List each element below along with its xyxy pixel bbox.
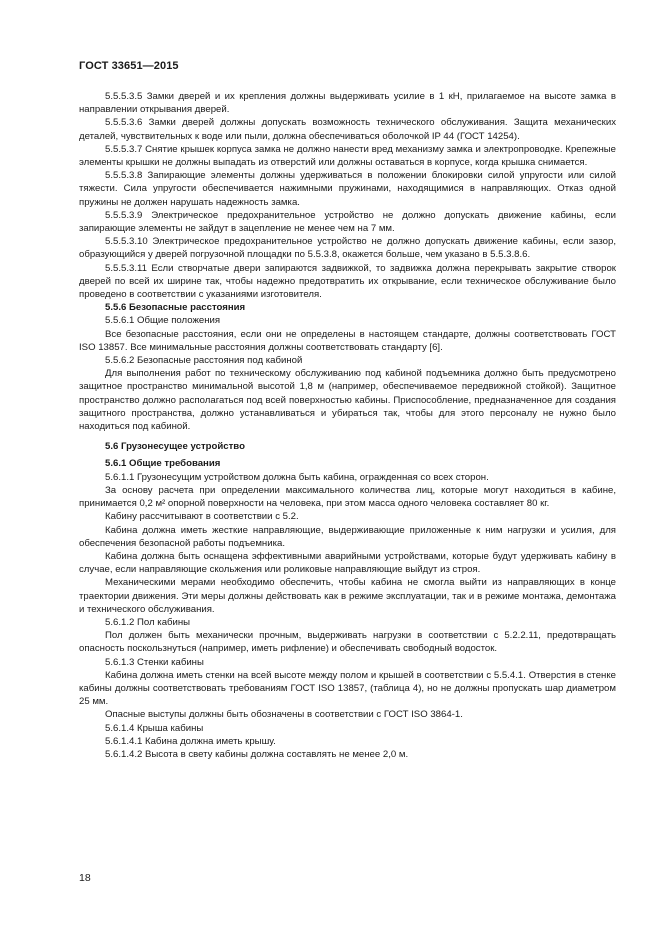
paragraph: 5.5.5.3.5 Замки дверей и их крепления должны выдерживать усилие в 1 кН, прилагаемое на высоте замка в направлении открывания дверей. <box>79 91 616 116</box>
paragraph: 5.5.5.3.6 Замки дверей должны допускать возможность технического обслуживания. Защита механических деталей, чувствительных к воде или пыли, должна обеспечиваться оболочкой IP 44 (ГОСТ 14254). <box>79 117 616 142</box>
paragraph: Кабину рассчитывают в соответствии с 5.2. <box>105 511 299 523</box>
paragraph: Кабина должна иметь жесткие направляющие, выдерживающие приложенные к ним нагрузки и усилия, для обеспечения безопасной работы подъемника. <box>79 524 616 549</box>
subsection-title: 5.6.1.3 Стенки кабины <box>105 656 204 668</box>
document-header: ГОСТ 33651—2015 <box>79 60 179 72</box>
paragraph: Кабина должна иметь стенки на всей высоте между полом и крышей в соответствии с 5.5.4.1. Отверстия в стенке кабины должны соответствовать требованиям ГОСТ ISO 13857, (таблица 4), но не должны пропускать шар диаметром 25 мм. <box>79 669 616 708</box>
paragraph: 5.5.5.3.7 Снятие крышек корпуса замка не должно нанести вред механизму замка и электропроводке. Крепежные элементы крышки не должны выпадать из отверстий или должны оставаться в корпусе, когда крышка снимается. <box>79 143 616 169</box>
section-heading: 5.6.1 Общие требования <box>105 458 221 470</box>
subsection-title: 5.6.1.2 Пол кабины <box>105 616 191 628</box>
subsection-title: 5.5.6.2 Безопасные расстояния под кабиной <box>105 355 303 367</box>
paragraph: Опасные выступы должны быть обозначены в соответствии с ГОСТ ISO 3864-1. <box>105 709 463 721</box>
paragraph: 5.6.1.4.1 Кабина должна иметь крышу. <box>105 735 276 747</box>
subsection-title: 5.6.1.4 Крыша кабины <box>105 722 204 734</box>
document-body <box>79 90 616 761</box>
paragraph: За основу расчета при определении максимального количества лиц, которые могут находиться в кабине, принимается 0,2 м² опорной поверхности на человека, при этом масса одного человека составляет 80 кг. <box>79 484 616 510</box>
paragraph: Пол должен быть механически прочным, выдерживать нагрузки в соответствии с 5.2.2.11, предотвращать опасность поскользнуться (например, иметь рифление) и обеспечивать свободный водосток. <box>79 630 616 655</box>
paragraph: Все безопасные расстояния, если они не определены в настоящем стандарте, должны соответствовать ГОСТ ISO 13857. Все минимальные расстояния должны соответствовать стандарту [6]. <box>79 328 616 353</box>
section-heading: 5.6 Грузонесущее устройство <box>105 441 245 453</box>
paragraph: 5.5.5.3.8 Запирающие элементы должны удерживаться в положении блокировки силой упругости или силой тяжести. Сила упругости обеспечивается нажимными пружинами, находящимися в направляющих. Отказ одной пружины не должен нарушать надежность замка. <box>79 170 616 208</box>
paragraph: Кабина должна быть оснащена эффективными аварийными устройствами, которые будут удерживать кабину в случае, если направляющие скольжения или роликовые направляющие выйдут из строя. <box>79 550 616 576</box>
paragraph: 5.6.1.4.2 Высота в свету кабины должна составлять не менее 2,0 м. <box>105 748 409 760</box>
page-number: 18 <box>79 872 91 884</box>
paragraph: 5.5.5.3.11 Если створчатые двери запираются задвижкой, то задвижка должна перекрывать закрытие створок дверей по всей их ширине так, чтобы надежно предотвратить их открывание, если техническое обслуживание было проведено в соответствии с указаниями изготовителя. <box>79 262 616 301</box>
subsection-title: 5.5.6.1 Общие положения <box>105 315 221 327</box>
section-heading: 5.5.6 Безопасные расстояния <box>105 302 246 314</box>
paragraph: 5.5.5.3.10 Электрическое предохранительное устройство не должно допускать движение кабины, если зазор, образующийся у дверей погрузочной площадки по 5.5.3.8, окажется больше, чем указано в 5.5.3.8.6. <box>79 236 616 261</box>
paragraph: 5.6.1.1 Грузонесущим устройством должна быть кабина, огражденная со всех сторон. <box>105 471 489 483</box>
paragraph: Для выполнения работ по техническому обслуживанию под кабиной подъемника должно быть предусмотрено защитное пространство минимальной высотой 1,8 м (например, обеспечиваемое передвижной стойкой). Защитное пространство должно располагаться под всей поверхностью кабины. Приспособление, предназначенное для создания защитного пространства, должно устанавливаться и убираться так, чтобы для этого персоналу не нужно было находиться под кабиной. <box>79 368 616 433</box>
paragraph: Механическими мерами необходимо обеспечить, чтобы кабина не смогла выйти из направляющих в конце траектории движения. Эти меры должны действовать как в режиме эксплуатации, так и в режиме монтажа, демонтажа и технического обслуживания. <box>79 577 616 615</box>
paragraph: 5.5.5.3.9 Электрическое предохранительное устройство не должно допускать движение кабины, если запирающие элементы не зайдут в зацепление не менее чем на 7 мм. <box>79 209 616 235</box>
